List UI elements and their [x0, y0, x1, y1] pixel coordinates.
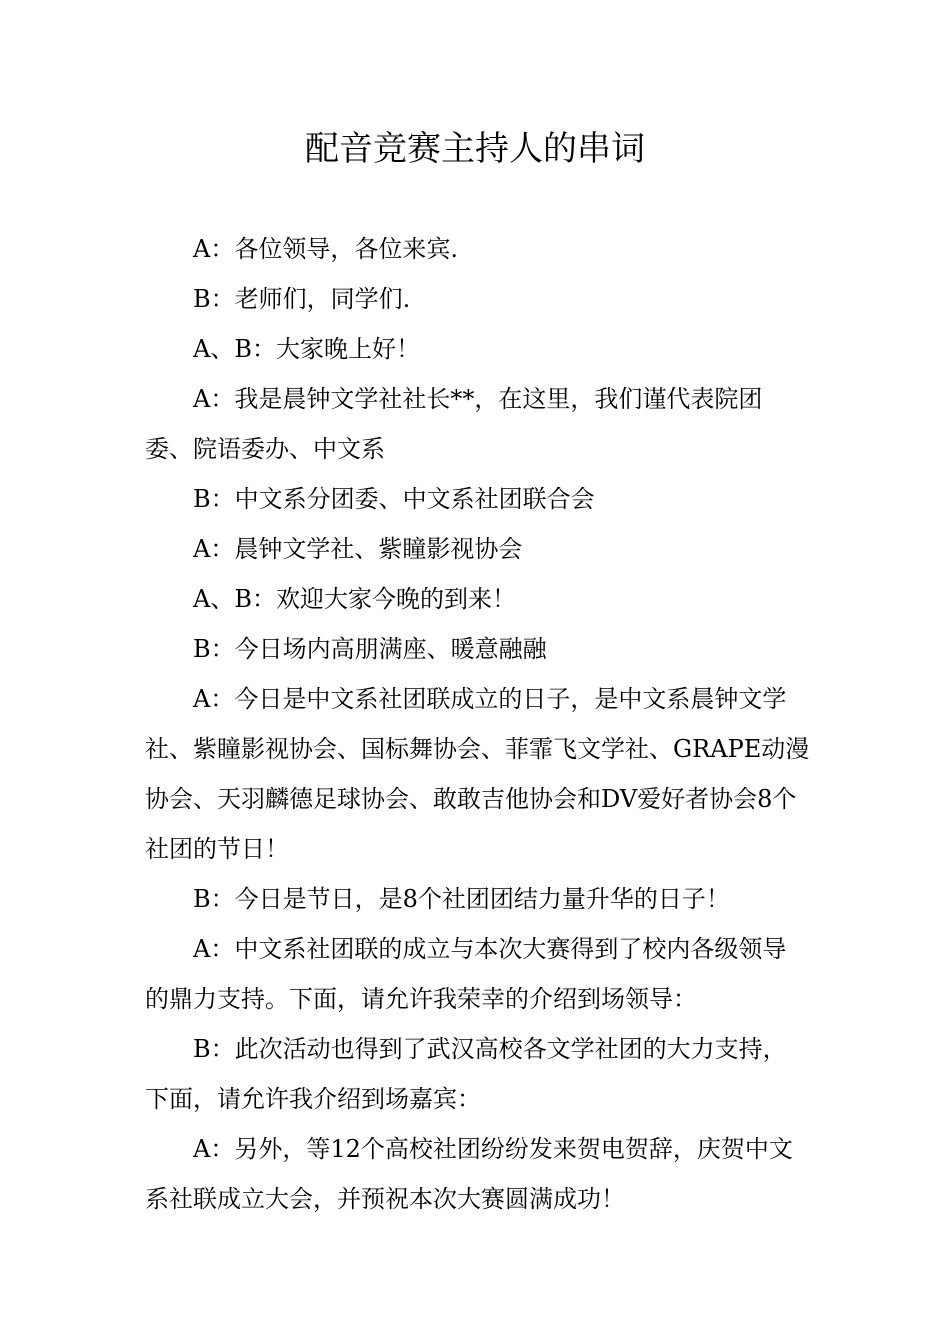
- paragraph: A：中文系社团联的成立与本次大赛得到了校内各级领导的鼎力支持。下面，请允许我荣幸的介绍到场领导：: [145, 935, 787, 1013]
- document-body: [145, 224, 810, 1224]
- paragraph: A：今日是中文系社团联成立的日子，是中文系晨钟文学社、紫瞳影视协会、国标舞协会、菲霏飞文学社、GRAPE动漫协会、天羽麟德足球协会、敢敢吉他协会和DV爱好者协会8个社团的节日！: [145, 685, 810, 863]
- paragraph: A：各位领导，各位来宾.: [193, 235, 458, 263]
- paragraph: A：我是晨钟文学社社长**，在这里，我们谨代表院团委、院语委办、中文系: [145, 385, 763, 463]
- paragraph: A：晨钟文学社、紫瞳影视协会: [193, 535, 523, 563]
- paragraph: B：此次活动也得到了武汉高校各文学社团的大力支持，下面，请允许我介绍到场嘉宾：: [145, 1035, 787, 1113]
- paragraph: A：另外，等12个高校社团纷纷发来贺电贺辞，庆贺中文系社联成立大会，并预祝本次大赛圆满成功！: [145, 1135, 793, 1213]
- paragraph: A、B：欢迎大家今晚的到来！: [193, 585, 516, 613]
- page-title: 配音竞赛主持人的串词: [305, 129, 645, 169]
- paragraph: B：今日场内高朋满座、暖意融融: [193, 635, 547, 663]
- paragraph: B：中文系分团委、中文系社团联合会: [193, 485, 595, 513]
- paragraph: A、B：大家晚上好！: [193, 335, 420, 363]
- paragraph: B：老师们，同学们.: [193, 285, 411, 313]
- paragraph: B：今日是节日，是8个社团团结力量升华的日子！: [193, 885, 730, 913]
